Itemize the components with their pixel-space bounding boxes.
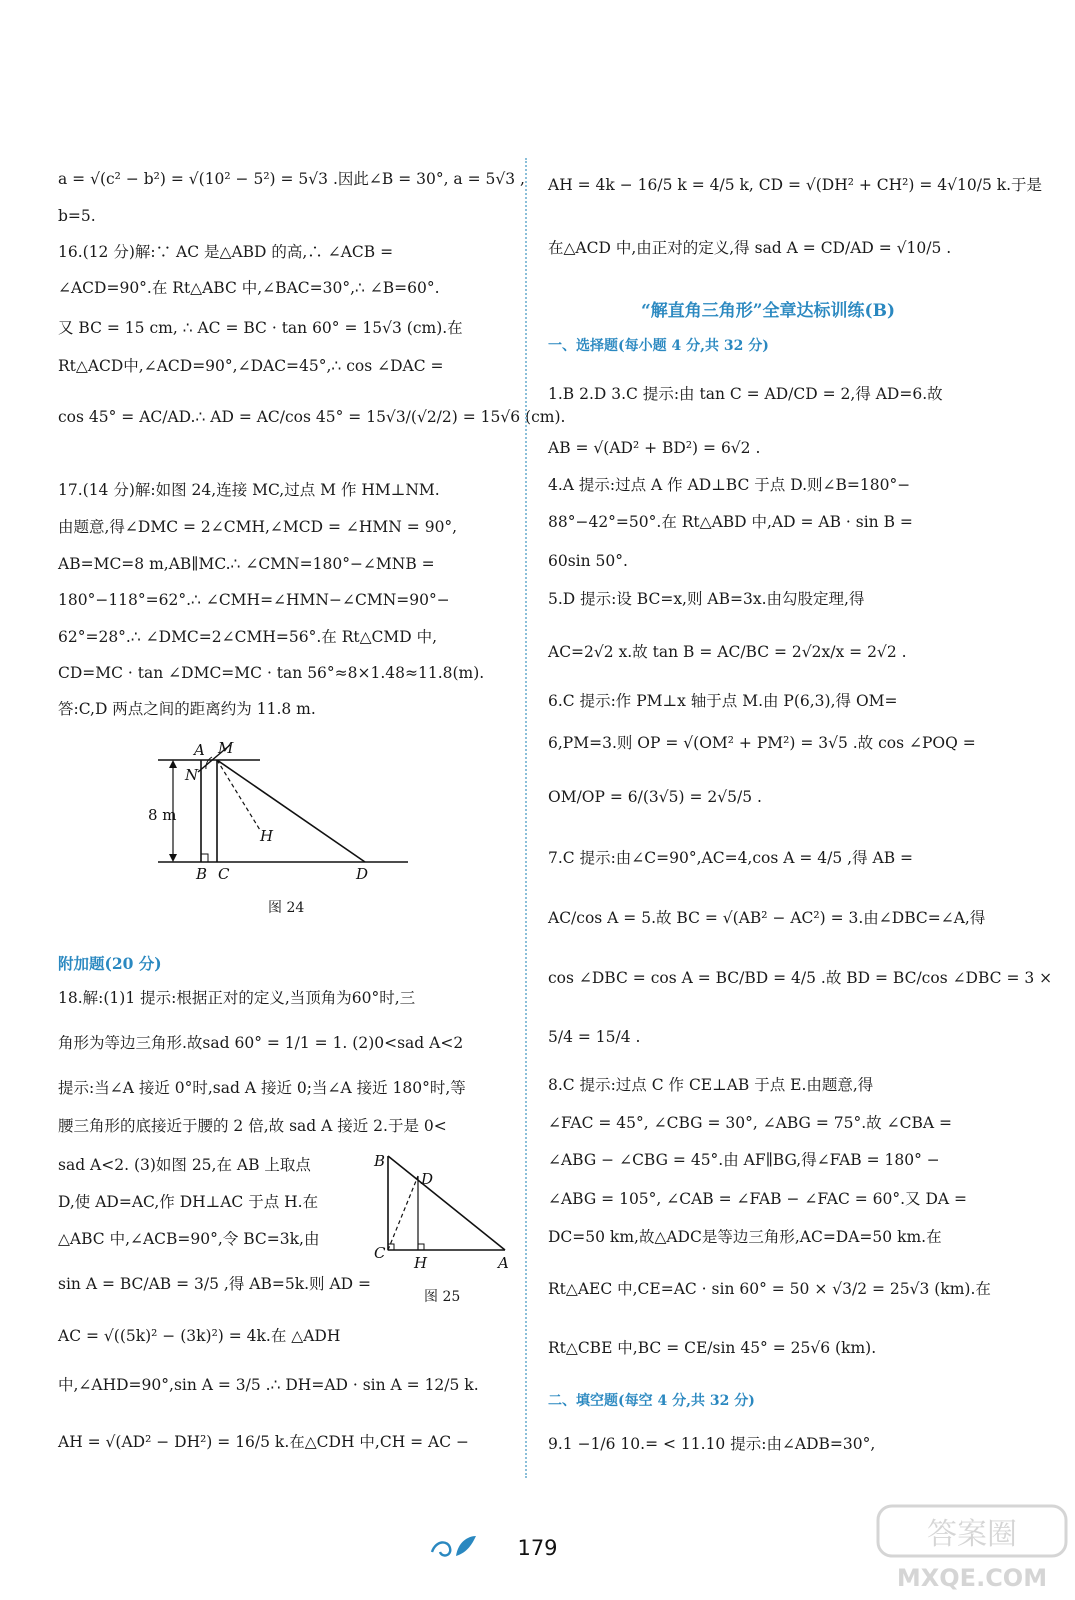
text-line: ∠ABG − ∠CBG = 45°.由 AF∥BG,得∠FAB = 180° − [548,1151,940,1169]
text-line: AH = 4k − 16/5 k = 4/5 k, CD = √(DH² + CH²) = 4√10/5 k.于是 [548,176,1043,194]
label-D: D [356,865,369,883]
text-line: Rt△CBE 中,BC = CE/sin 45° = 25√6 (km). [548,1339,877,1357]
text-line: 9.1 −1/6 10.= < 11.10 提示:由∠ADB=30°, [548,1435,876,1453]
svg-text:MXQE.COM: MXQE.COM [896,1564,1048,1592]
column-divider [525,158,527,1478]
label-H: H [260,827,274,845]
text-line: D,使 AD=AC,作 DH⊥AC 于点 H.在 [58,1193,319,1211]
text-line: 180°−118°=62°.∴ ∠CMH=∠HMN−∠CMN=90°− [58,591,450,609]
text-line: 5/4 = 15/4 . [548,1028,641,1046]
text-line: 6.C 提示:作 PM⊥x 轴于点 M.由 P(6,3),得 OM= [548,692,898,710]
text-line: 16.(12 分)解:∵ AC 是△ABD 的高,∴ ∠ACB = [58,243,394,261]
text-line: 62°=28°.∴ ∠DMC=2∠CMH=56°.在 Rt△CMD 中, [58,628,438,646]
text-line: 1.B 2.D 3.C 提示:由 tan C = AD/CD = 2,得 AD=6.故 [548,385,943,403]
label-D: D [421,1170,434,1188]
section-header-bonus: 附加题(20 分) [58,954,162,973]
text-line: 中,∠AHD=90°,sin A = 3/5 .∴ DH=AD · sin A = 12/5 k. [58,1376,479,1394]
label-B: B [374,1152,386,1170]
text-line: AB = √(AD² + BD²) = 6√2 . [548,439,761,457]
label-height: 8 m [148,806,177,824]
figure-25-caption: 图 25 [424,1289,461,1305]
right-column [548,0,1053,1600]
text-line: 在△ACD 中,由正对的定义,得 sad A = CD/AD = √10/5 . [548,239,952,257]
text-line: OM/OP = 6/(3√5) = 2√5/5 . [548,788,762,806]
text-line: AC = √((5k)² − (3k)²) = 4k.在 △ADH [58,1327,341,1345]
text-line: 6,PM=3.则 OP = √(OM² + PM²) = 3√5 .故 cos ∠POQ = [548,734,976,752]
text-line: 5.D 提示:设 BC=x,则 AB=3x.由勾股定理,得 [548,590,865,608]
text-line: 又 BC = 15 cm, ∴ AC = BC · tan 60° = 15√3 (cm).在 [58,319,463,337]
text-line: cos 45° = AC/AD.∴ AD = AC/cos 45° = 15√3/(√2/2) = 15√6 (cm). [58,408,566,426]
text-line: 7.C 提示:由∠C=90°,AC=4,cos A = 4/5 ,得 AB = [548,849,914,867]
text-line: 角形为等边三角形.故sad 60° = 1/1 = 1. (2)0<sad A<2 [58,1034,464,1052]
text-line: ∠ABG = 105°, ∠CAB = ∠FAB − ∠FAC = 60°.又 DA = [548,1190,968,1208]
text-line: DC=50 km,故△ADC是等边三角形,AC=DA=50 km.在 [548,1228,942,1246]
section-header-choice: 一、选择题(每小题 4 分,共 32 分) [548,338,769,354]
figure-24-caption: 图 24 [268,900,305,916]
text-line: 88°−42°=50°.在 Rt△ABD 中,AD = AB · sin B = [548,513,913,531]
text-line: 腰三角形的底接近于腰的 2 倍,故 sad A 接近 2.于是 0< [58,1117,447,1135]
label-M: M [218,739,234,757]
text-line: 答:C,D 两点之间的距离约为 11.8 m. [58,700,316,718]
text-line: sad A<2. (3)如图 25,在 AB 上取点 [58,1156,311,1174]
text-line: cos ∠DBC = cos A = BC/BD = 4/5 .故 BD = BC/cos ∠DBC = 3 × [548,969,1053,987]
label-B: B [196,865,208,883]
text-line: a = √(c² − b²) = √(10² − 5²) = 5√3 .因此∠B = 30°, a = 5√3 , [58,170,525,188]
section-title: “解直角三角形”全章达标训练(B) [640,301,895,321]
text-line: 提示:当∠A 接近 0°时,sad A 接近 0;当∠A 接近 180°时,等 [58,1079,466,1097]
svg-text:答案圈: 答案圈 [927,1517,1017,1552]
text-line: Rt△AEC 中,CE=AC · sin 60° = 50 × √3/2 = 25√3 (km).在 [548,1280,991,1298]
text-line: 17.(14 分)解:如图 24,连接 MC,过点 M 作 HM⊥NM. [58,481,440,499]
label-A: A [194,741,205,759]
text-line: AB=MC=8 m,AB∥MC.∴ ∠CMN=180°−∠MNB = [58,555,435,573]
label-C: C [218,865,230,883]
text-line: 由题意,得∠DMC = 2∠CMH,∠MCD = ∠HMN = 90°, [58,518,458,536]
figure-25 [370,1150,520,1270]
text-line: b=5. [58,207,96,225]
text-line: 60sin 50°. [548,552,628,570]
text-line: 4.A 提示:过点 A 作 AD⊥BC 于点 D.则∠B=180°− [548,476,911,494]
section-header-fill: 二、填空题(每空 4 分,共 32 分) [548,1393,755,1409]
text-line: 18.解:(1)1 提示:根据正对的定义,当顶角为60°时,三 [58,989,416,1007]
text-line: ∠FAC = 45°, ∠CBG = 30°, ∠ABG = 75°.故 ∠CBA = [548,1114,952,1132]
text-line: △ABC 中,∠ACB=90°,令 BC=3k,由 [58,1230,320,1248]
label-H: H [414,1254,428,1272]
text-line: ∠ACD=90°.在 Rt△ABC 中,∠BAC=30°,∴ ∠B=60°. [58,279,440,297]
page-number: 179 [517,1536,558,1560]
label-A: A [498,1254,509,1272]
watermark-logo [872,1500,1072,1595]
text-line: CD=MC · tan ∠DMC=MC · tan 56°≈8×1.48≈11.8(m). [58,664,485,682]
text-line: AH = √(AD² − DH²) = 16/5 k.在△CDH 中,CH = AC − [58,1433,470,1451]
text-line: AC/cos A = 5.故 BC = √(AB² − AC²) = 3.由∠DBC=∠A,得 [548,909,986,927]
figure-24 [150,735,420,885]
label-C: C [374,1244,386,1262]
text-line: 8.C 提示:过点 C 作 CE⊥AB 于点 E.由题意,得 [548,1076,874,1094]
label-N: N [185,766,199,784]
text-line: Rt△ACD中,∠ACD=90°,∠DAC=45°,∴ cos ∠DAC = [58,357,444,375]
text-line: sin A = BC/AB = 3/5 ,得 AB=5k.则 AD = [58,1275,371,1293]
text-line: AC=2√2 x.故 tan B = AC/BC = 2√2x/x = 2√2 . [548,643,907,661]
